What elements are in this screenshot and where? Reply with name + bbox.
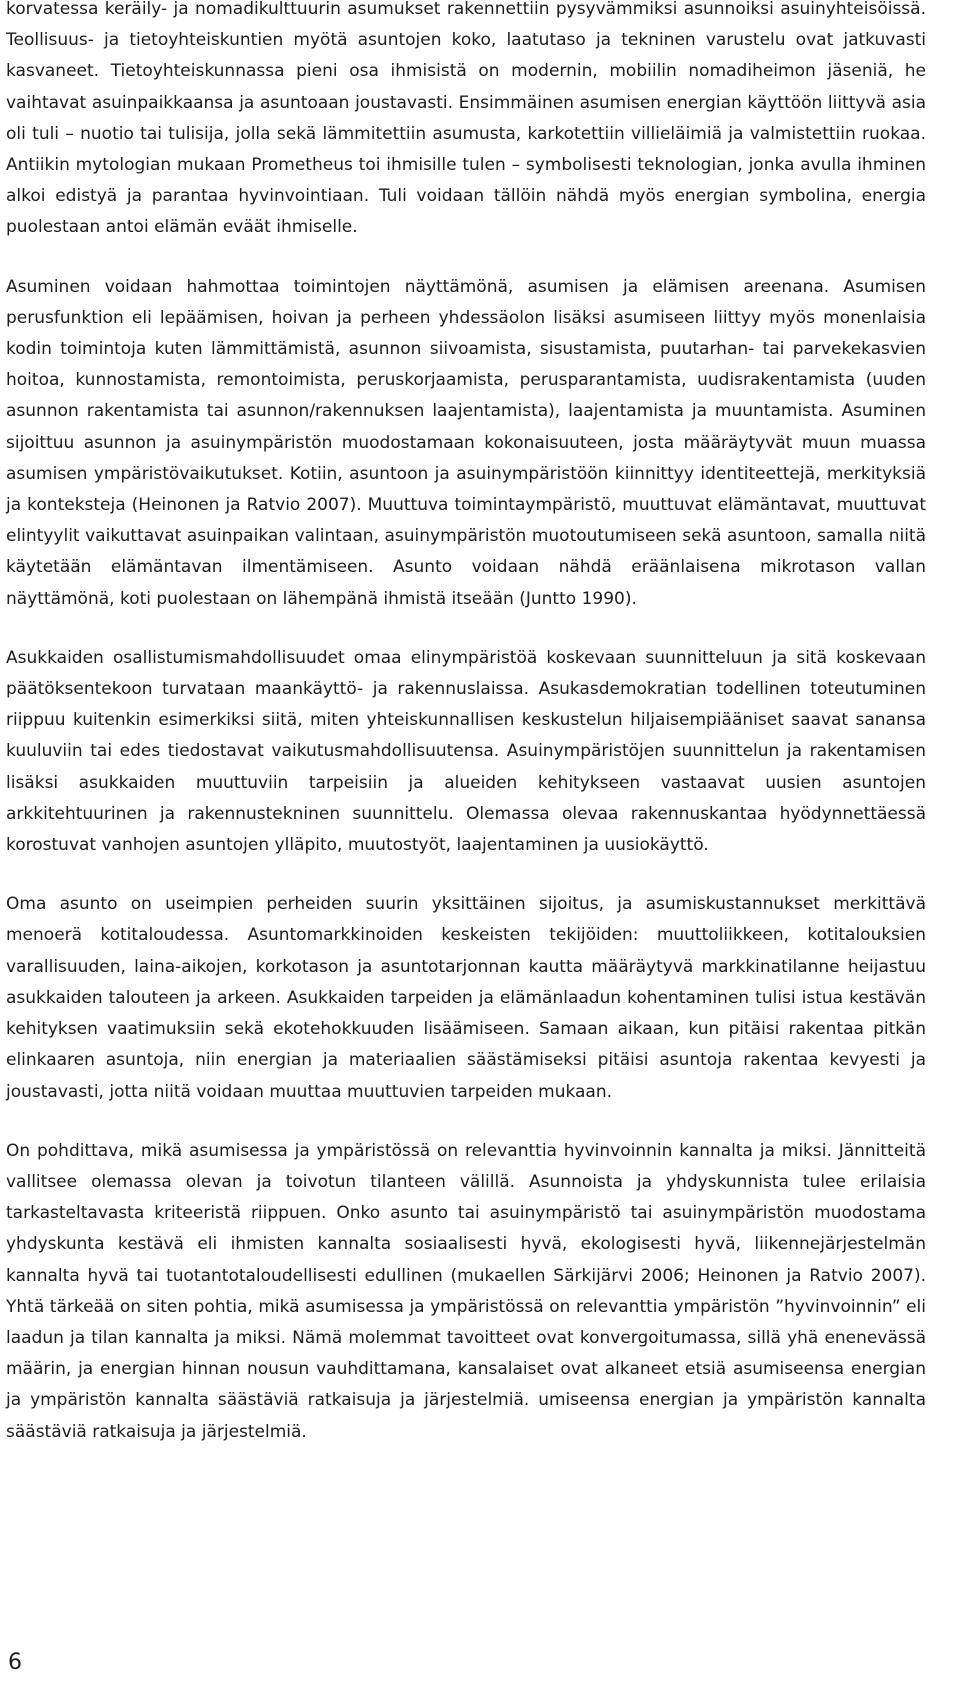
paragraph-3: Asukkaiden osallistumismahdollisuudet omaa elinympäristöä koskevaan suunnitteluun ja sitä koskevaan päätöksentekoon turvataan maankäyttö- ja rakennuslaissa. Asukasdemokratian todellinen toteutuminen riippuu kuitenkin esimerkiksi siitä, miten yhteiskunnallisen keskustelun hiljaisempiääniset saavat sanansa kuuluviin tai edes tiedostavat vaikutusmahdollisuutensa. Asuinympäristöjen suunnittelun ja rakentamisen lisäksi asukkaiden muuttuviin tarpeisiin ja alueiden kehitykseen vastaavat uusien asuntojen arkkitehtuurinen ja rakennustekninen suunnittelu. Olemassa olevaa rakennuskantaa hyödynnettäessä korostuvat vanhojen asuntojen ylläpito, muutostyöt, laajentaminen ja uusiokäyttö. <box>6 647 926 856</box>
paragraph-1: korvatessa keräily- ja nomadikulttuurin asumukset rakennettiin pysyvämmiksi asunnoiksi asuinyhteisöissä. Teollisuus- ja tietoyhteiskuntien myötä asuntojen koko, laatutaso ja tekninen varustelu ovat jatkuvasti kasvaneet. Tietoyhteiskunnassa pieni osa ihmisistä on modernin, mobiilin nomadiheimon jäseniä, he vaihtavat asuinpaikkaansa ja asuntoaan joustavasti. Ensimmäinen asumisen energian käyttöön liittyvä asia oli tuli – nuotio tai tulisija, jolla sekä lämmitettiin asumusta, karkotettiin villieläimiä ja valmistettiin ruokaa. Antiikin mytologian mukaan Prometheus toi ihmisille tulen – symbolisesti teknologian, jonka avulla ihminen alkoi edistyä ja parantaa hyvinvointiaan. Tuli voidaan tällöin nähdä myös energian symbolina, energia puolestaan antoi elämän eväät ihmiselle. <box>6 0 926 238</box>
paragraph-2: Asuminen voidaan hahmottaa toimintojen näyttämönä, asumisen ja elämisen areenana. Asumisen perusfunktion eli lepäämisen, hoivan ja perheen yhdessäolon lisäksi asumiseen liittyy myös monenlaisia kodin toimintoja kuten lämmittämistä, asunnon siivoamista, sisustamista, puutarhan- tai parvekekasvien hoitoa, kunnostamista, remontoimista, peruskorjaamista, perusparantamista, uudisrakentamista (uuden asunnon rakentamista tai asunnon/rakennuksen laajentamista), laajentamista ja muuntamista. Asuminen sijoittuu asunnon ja asuinympäristön muodostamaan kokonaisuuteen, josta määräytyvät muun muassa asumisen ympäristövaikutukset. Kotiin, asuntoon ja asuinympäristöön kiinnittyy identiteettejä, merkityksiä ja konteksteja (Heinonen ja Ratvio 2007). Muuttuva toimintaympäristö, muuttuvat elämäntavat, muuttuvat elintyylit vaikuttavat asuinpaikan valintaan, asuinympäristön muotoutumiseen sekä asuntoon, samalla niitä käytetään elämäntavan ilmentämiseen. Asunto voidaan nähdä eräänlaisena mikrotason vallan näyttämönä, koti puolestaan on lähempänä ihmistä itseään (Juntto 1990). <box>6 276 926 609</box>
page-number: 6 <box>8 1650 22 1675</box>
paragraph-5: On pohdittava, mikä asumisessa ja ympäristössä on relevanttia hyvinvoinnin kannalta ja miksi. Jännitteitä vallitsee olemassa olevan ja toivotun tilanteen välillä. Asunnoista ja yhdyskunnista tulee erilaisia tarkasteltavasta kriteeristä riippuen. Onko asunto tai asuinympäristö tai asuinympäristön muodostama yhdyskunta kestävä eli ihmisten kannalta sosiaalisesti hyvä, ekologisesti hyvä, liikennejärjestelmän kannalta hyvä tai tuotantotaloudellisesti edullinen (mukaellen Särkijärvi 2006; Heinonen ja Ratvio 2007). Yhtä tärkeää on siten pohtia, mikä asumisessa ja ympäristössä on relevanttia ympäristön ”hyvinvoinnin” eli laadun ja tilan kannalta ja miksi. Nämä molemmat tavoitteet ovat konvergoitumassa, sillä yhä enenevässä määrin, ja energian hinnan nousun vauhdittamana, kansalaiset ovat alkaneet etsiä asumiseensa energian ja ympäristön kannalta säästäviä ratkaisuja ja järjestelmiä. umiseensa energian ja ympäristön kannalta säästäviä ratkaisuja ja järjestelmiä. <box>6 1140 926 1442</box>
paragraph-4: Oma asunto on useimpien perheiden suurin yksittäinen sijoitus, ja asumiskustannukset merkittävä menoerä kotitaloudessa. Asuntomarkkinoiden keskeisten tekijöiden: muuttoliikkeen, kotitalouksien varallisuuden, laina-aikojen, korkotason ja asuntotarjonnan kautta määräytyvä markkinatilanne heijastuu asukkaiden talouteen ja arkeen. Asukkaiden tarpeiden ja elämänlaadun kohentaminen tulisi istua kestävän kehityksen vaatimuksiin sekä ekotehokkuuden lisäämiseen. Samaan aikaan, kun pitäisi rakentaa pitkän elinkaaren asuntoja, niin energian ja materiaalien säästämiseksi pitäisi asuntoja rakentaa kevyesti ja joustavasti, jotta niitä voidaan muuttaa muuttuvien tarpeiden mukaan. <box>6 894 926 1102</box>
